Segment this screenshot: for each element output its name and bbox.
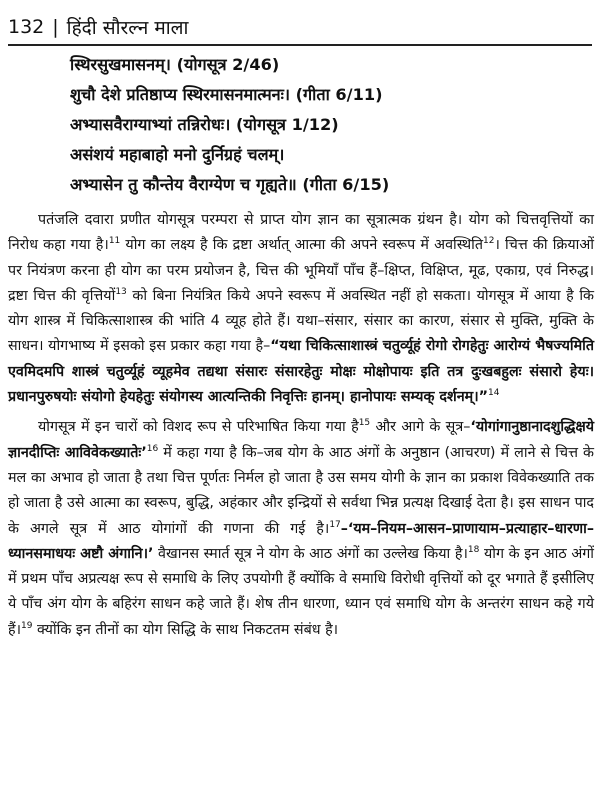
body-text [8,208,594,643]
footnote-ref: 11 [108,236,121,247]
footnote-ref: 19 [21,620,33,631]
quotation-bold: “यथा चिकित्साशास्त्रं चतुर्व्यूहं रोगो रोगहेतुः आरोग्यं भैषज्यमिति एवमिदमपि शास्त्रं चतुर्व्यूहं व्यूहमेव तद्यथा संसारः संसारहेतुः मोक्षः मोक्षोपायः इति तत्र दुःखबहुलः संसारो हेयः। प्रधानपुरुषयोः संयोगो हेयहेतुः संयोगस्य आत्यन्तिकी निवृत्तिः हानम्। हानोपायः सम्यक् दर्शनम्।” [8,338,594,406]
paragraph-1 [8,208,594,410]
verse-line: स्थिरसुखमासनम्। (योगसूत्र 2/46) [70,55,280,74]
footnote-ref: 17 [329,519,341,530]
text-run: वैखानस स्मार्त सूत्र ने योग के आठ अंगों का उल्लेख किया है। [153,545,468,562]
quotation-bold: –‘यम–नियम–आसन–प्राणायाम–प्रत्याहार–धारणा–ध्यानसमाधयः अष्टौ अंगानि।’ [8,520,594,562]
quotation-bold: ‘योगांगानुष्ठानादशुद्धिक्षये ज्ञानदीप्तिः आविवेकख्यातेः’ [8,419,594,461]
book-title: हिंदी सौरल्न माला [66,17,189,39]
text-run: क्योंकि इन तीनों का योग सिद्धि के साथ निकटतम संबंध है। [32,621,339,638]
text-run: । चित्त की क्रियाओं पर नियंत्रण करना ही योग का परम प्रयोजन है, चित्त की भूमियाँ पाँच हैं–क्षिप्त, विक्षिप्त, मूढ, एकाग्र, एवं निरुद्ध। द्रष्टा चित्त की वृत्तियों [8,237,595,304]
footnote-ref: 18 [467,545,480,556]
footnote-ref: 13 [115,287,127,298]
header-separator: | [52,16,59,38]
verse-line: अभ्यासेन तु कौन्तेय वैराग्येण च गृह्यते॥ (गीता 6/15) [70,175,390,194]
text-run: पतंजलि दवारा प्रणीत योगसूत्र परम्परा से प्राप्त योग ज्ञान का सूत्रात्मक ग्रंथन है। योग को चित्तवृत्तियों का निरोध कहा गया है। [8,212,594,254]
footnote-ref: 14 [488,388,500,399]
verse-line: शुचौ देशे प्रतिष्ठाप्य स्थिरमासनमात्मनः। (गीता 6/11) [70,85,383,104]
text-run: योगसूत्र में इन चारों को विशद रूप से परिभाषित किया गया है [38,419,359,436]
text-run: को बिना नियंत्रित किये अपने स्वरूप में अवस्थित नहीं हो सकता। योगसूत्र में आया है कि योग शास्त्र में चिकित्साशास्त्र की भांति 4 व्यूह होते हैं। यथा–संसार, संसार का कारण, संसार से मुक्ति, मुक्ति के साधन। योगभाष्य में इसको इस प्रकार कहा गया है– [8,287,595,355]
verse-line: अभ्यासवैराग्याभ्यां तन्निरोधः। (योगसूत्र 1/12) [70,115,339,134]
text-run: में कहा गया है कि–जब योग के आठ अंगों के अनुष्ठान (आचरण) में लाने से चित्त के मल का अभाव हो जाता है तथा चित्त पूर्णतः निर्मल हो जाता है उस समय योगी के ज्ञान का प्रकाश विवेकख्याति तक हो जाता है उसे आत्मा का स्वरूप, बुद्धि, अहंकार और इन्द्रियों से सर्वथा भिन्न प्रत्यक्ष दिखाई देता है। इस साधन पाद के अगले सूत्र में आठ योगांगों की गणना की गई है। [8,444,594,537]
footnote-ref: 12 [483,236,495,247]
verse-line: असंशयं महाबाहो मनो दुर्निग्रहं चलम्। [70,145,285,164]
page-number: 132 [8,16,45,38]
text-run: और आगे के सूत्र– [370,419,471,436]
text-run: योग के इन आठ अंगों में प्रथम पाँच अप्रत्यक्ष रूप से समाधि के लिए उपयोगी हैं क्योंकि वे समाधि विरोधी वृत्तियों को दूर भगाते हैं इसीलिए ये पाँच अंग योग के बहिरंग साधन कहे जाते हैं। शेष तीन धारणा, ध्यान एवं समाधि योग के अन्तरंग साधन कहे गये हैं। [8,545,594,638]
paragraph-2 [8,415,594,643]
footnote-ref: 16 [146,443,159,454]
footnote-ref: 15 [358,418,371,429]
page-header [8,10,592,46]
verse-block [70,50,590,200]
text-run: योग का लक्ष्य है कि द्रष्टा अर्थात् आत्मा की अपने स्वरूप में अवस्थिति [120,237,483,254]
